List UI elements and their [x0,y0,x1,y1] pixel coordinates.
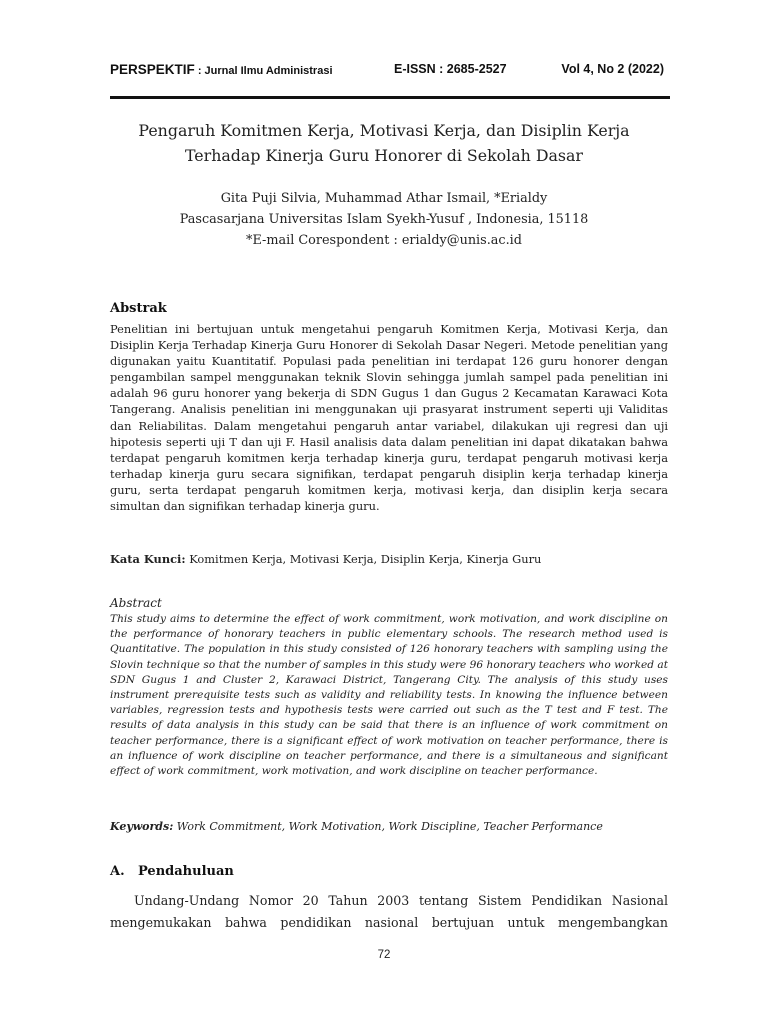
issn: E-ISSN : 2685-2527 [394,62,507,76]
keywords-label: Keywords: [110,820,174,833]
author-email: *E-mail Corespondent : erialdy@unis.ac.id [246,233,522,248]
journal-name: PERSPEKTIF [110,62,195,77]
journal-title [110,62,333,77]
section-heading [110,864,234,879]
journal-header [110,62,670,84]
paper-title [90,118,678,168]
volume-issue: Vol 4, No 2 (2022) [561,62,664,76]
author-affiliation: Pascasarjana Universitas Islam Syekh-Yusuf , Indonesia, 15118 [179,212,589,227]
kata-kunci-label: Kata Kunci: [110,552,186,566]
abstract-heading: Abstract [110,596,162,610]
abstract-body: This study aims to determine the effect of work commitment, work motivation, and work discipline on the performance of honorary teachers in public elementary schools. The research method used is Quantitative. The population in this study consisted of 126 honorary teachers with sampling using the Slovin technique so that the number of samples in this study were 96 honorary teachers who worked at SDN Gugus 1 and Cluster 2, Karawaci District, Tangerang City. The analysis of this study uses instrument prerequisite tests such as validity and reliability tests. In knowing the influence between variables, regression tests and hypothesis tests were carried out such as the T test and F test. The results of data analysis in this study can be said that there is an influence of work commitment on teacher performance, there is a significant effect of work motivation on teacher performance, there is an influence of work discipline on teacher performance, and there is a simultaneous and significant effect of work commitment, work motivation, and work discipline on teacher performance. [110,613,668,778]
section-title: Pendahuluan [138,864,234,879]
keywords [110,820,670,833]
abstrak-body: Penelitian ini bertujuan untuk mengetahui pengaruh Komitmen Kerja, Motivasi Kerja, dan Disiplin Kerja Terhadap Kinerja Guru Honorer di Sekolah Dasar Negeri. Metode penelitian yang digunakan yaitu Kuantitatif. Populasi pada penelitian ini terdapat 126 guru honorer dengan pengambilan sampel menggunakan teknik Slovin sehingga jumlah sampel pada penelitian ini adalah 96 guru honorer yang bekerja di SDN Gugus 1 dan Gugus 2 Kecamatan Karawaci Kota Tangerang. Analisis penelitian ini menggunakan uji prasyarat instrument seperti uji Validitas dan Reliabilitas. Dalam mengetahui pengaruh antar variabel, dilakukan uji regresi dan uji hipotesis seperti uji T dan uji F. Hasil analisis data dalam penelitian ini dapat dikatakan bahwa terdapat pengaruh komitmen kerja terhadap kinerja guru, terdapat pengaruh motivasi kerja terhadap kinerja guru secara signifikan, terdapat pengaruh disiplin kerja terhadap kinerja guru, serta terdapat pengaruh komitmen kerja, motivasi kerja, dan disiplin kerja secara simultan dan signifikan terhadap kinerja guru. [110,322,668,514]
title-line-1: Pengaruh Komitmen Kerja, Motivasi Kerja, dan Disiplin Kerja [138,121,630,140]
page-number: 72 [377,949,391,961]
header-rule [110,96,670,99]
section-number: A. [110,864,125,879]
title-line-2: Terhadap Kinerja Guru Honorer di Sekolah Dasar [185,146,583,165]
abstrak-heading: Abstrak [110,301,167,316]
intro-paragraph: Undang-Undang Nomor 20 Tahun 2003 tentang Sistem Pendidikan Nasional mengemukakan bahwa pendidikan nasional bertujuan untuk mengembangkan [110,893,668,930]
journal-subtitle: : Jurnal Ilmu Administrasi [194,65,333,77]
keywords-values: Work Commitment, Work Motivation, Work Discipline, Teacher Performance [173,820,603,833]
author-names: Gita Puji Silvia, Muhammad Athar Ismail, *Erialdy [220,191,548,206]
kata-kunci-values: Komitmen Kerja, Motivasi Kerja, Disiplin Kerja, Kinerja Guru [185,552,542,566]
author-block [90,188,678,251]
kata-kunci [110,552,670,566]
